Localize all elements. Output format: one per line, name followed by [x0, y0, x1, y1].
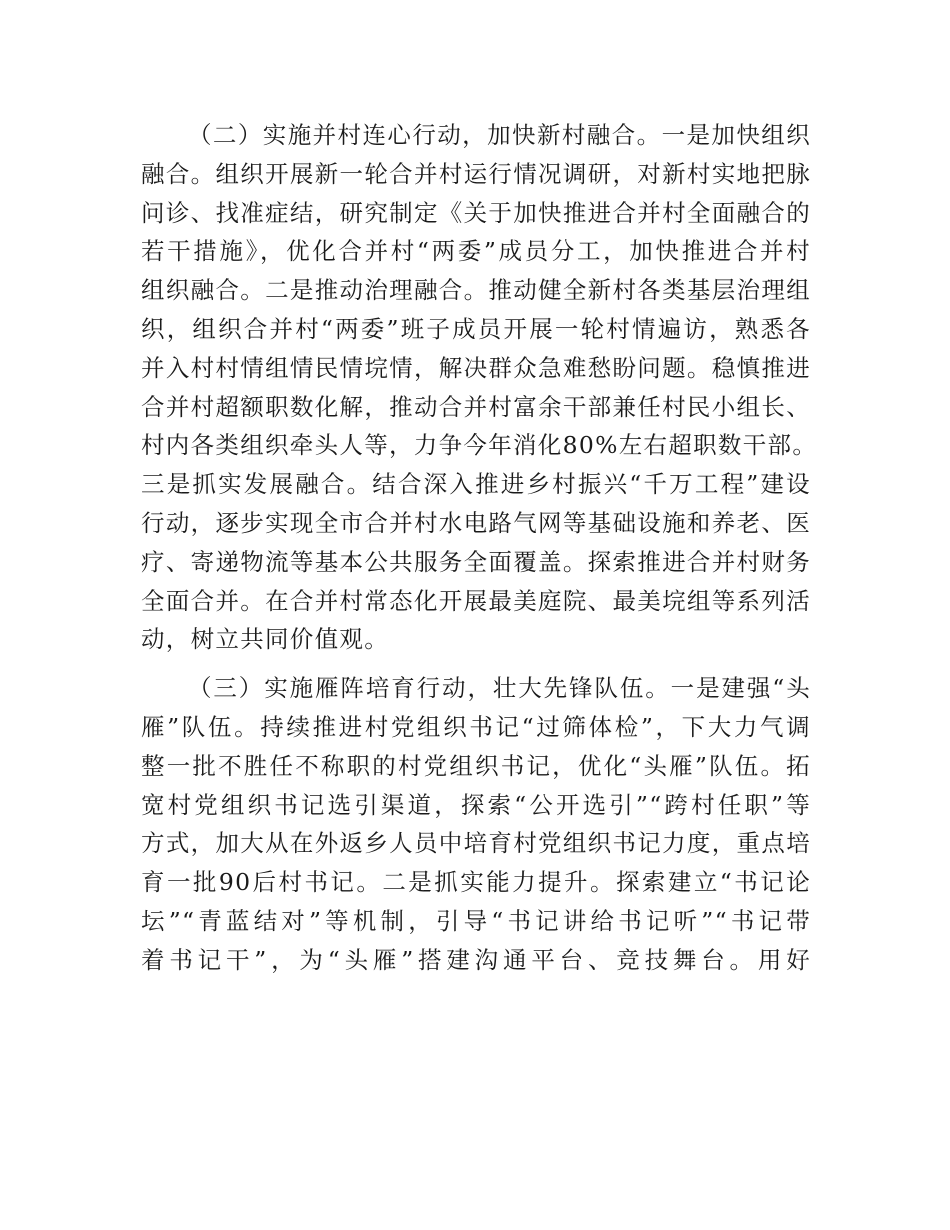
text-line: 坛”“青蓝结对”等机制，引导“书记讲给书记听”“书记带 [141, 906, 811, 935]
text-line: 着书记干”，为“头雁”搭建沟通平台、竞技舞台。用好 [141, 945, 811, 974]
paragraph-section-two [141, 116, 818, 659]
paragraph-spacer [141, 659, 811, 669]
text-line: 宽村党组织书记选引渠道，探索“公开选引”“跨村任职”等 [141, 790, 811, 819]
text-line: 村内各类组织牵头人等，力争今年消化80%左右超职数干部。 [141, 431, 818, 460]
text-line: 织，组织合并村“两委”班子成员开展一轮村情遍访，熟悉各 [141, 314, 811, 343]
paragraph-section-three [141, 669, 811, 979]
text-line: （三）实施雁阵培育行动，壮大先锋队伍。一是建强“头 [188, 674, 811, 703]
text-line: 整一批不胜任不称职的村党组织书记，优化“头雁”队伍。拓 [141, 751, 811, 780]
text-line: 三是抓实发展融合。结合深入推进乡村振兴“千万工程”建设 [141, 470, 811, 499]
text-line: 行动，逐步实现全市合并村水电路气网等基础设施和养老、医 [141, 508, 811, 537]
text-line: 动，树立共同价值观。 [141, 625, 389, 654]
text-line: 并入村村情组情民情垸情，解决群众急难愁盼问题。稳慎推进 [141, 353, 811, 382]
text-line: 方式，加大从在外返乡人员中培育村党组织书记力度，重点培 [141, 829, 811, 858]
text-line: 全面合并。在合并村常态化开展最美庭院、最美垸组等系列活 [141, 586, 811, 615]
text-line: 合并村超额职数化解，推动合并村富余干部兼任村民小组长、 [141, 392, 811, 421]
text-line: （二）实施并村连心行动，加快新村融合。一是加快组织 [188, 121, 811, 149]
text-line: 融合。组织开展新一轮合并村运行情况调研，对新村实地把脉 [141, 159, 811, 188]
text-line: 疗、寄递物流等基本公共服务全面覆盖。探索推进合并村财务 [141, 547, 811, 576]
text-line: 问诊、找准症结，研究制定《关于加快推进合并村全面融合的 [141, 198, 811, 227]
text-line: 育一批90后村书记。二是抓实能力提升。探索建立“书记论 [141, 868, 811, 897]
text-line: 组织融合。二是推动治理融合。推动健全新村各类基层治理组 [141, 276, 811, 305]
document-body [141, 116, 818, 980]
text-line: 若干措施》，优化合并村“两委”成员分工，加快推进合并村 [141, 237, 811, 266]
text-line: 雁”队伍。持续推进村党组织书记“过筛体检”，下大力气调 [141, 712, 811, 741]
